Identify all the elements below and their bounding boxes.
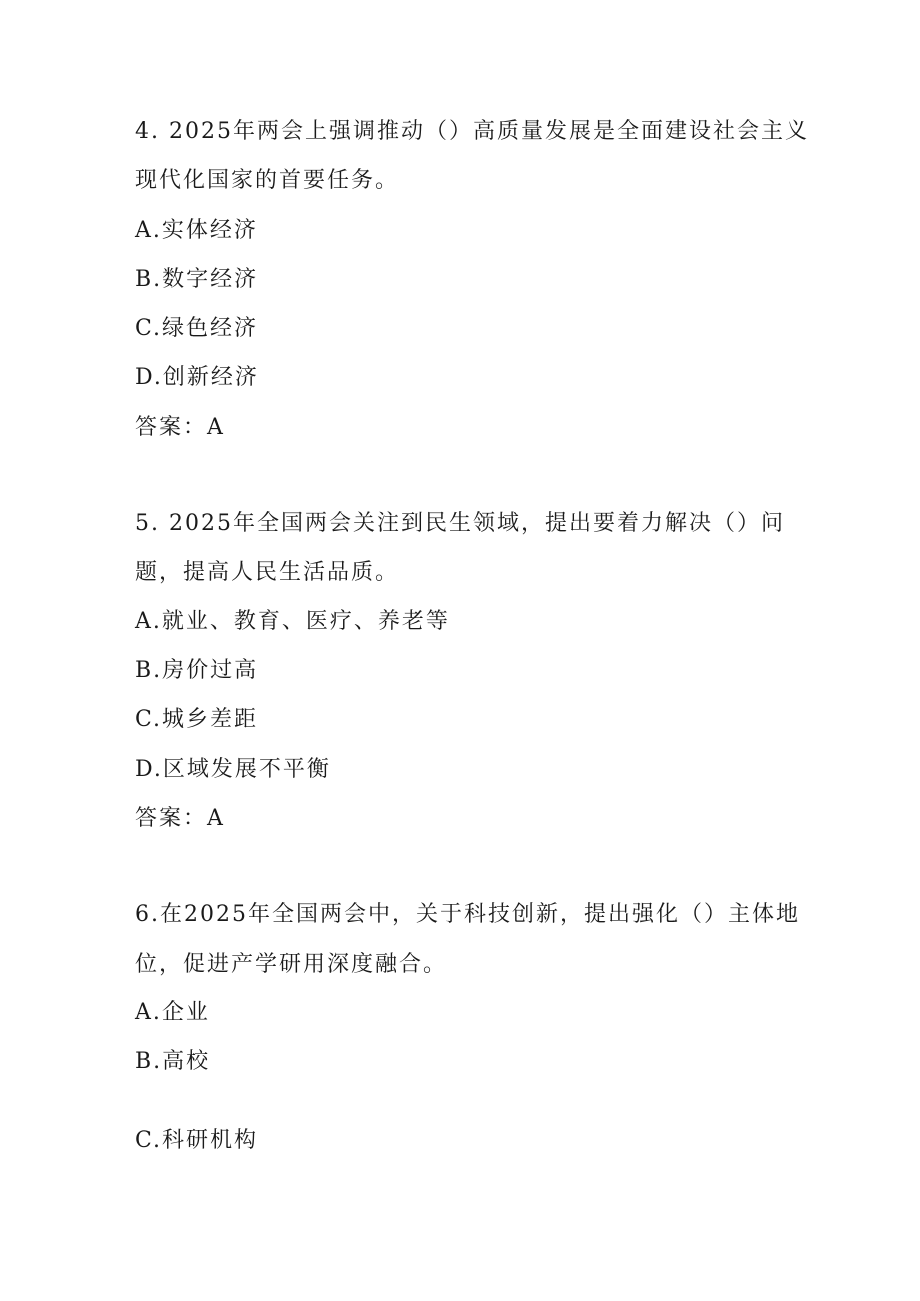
option-d: D.区域发展不平衡 <box>135 757 331 782</box>
option-b: B.数字经济 <box>135 267 259 292</box>
option-d: D.创新经济 <box>135 365 259 390</box>
answer: 答案：A <box>135 806 225 831</box>
question-stem-line1: 6.在2025年全国两会中，关于科技创新，提出强化（）主体地 <box>135 902 800 927</box>
option-a: A.企业 <box>135 1000 210 1025</box>
question-stem-line1: 5. 2025年全国两会关注到民生领域，提出要着力解决（）问 <box>135 511 785 536</box>
option-a: A.实体经济 <box>135 218 258 243</box>
option-c: C.城乡差距 <box>135 707 259 732</box>
option-a: A.就业、教育、医疗、养老等 <box>135 609 450 634</box>
option-b: B.房价过高 <box>135 658 259 683</box>
option-b: B.高校 <box>135 1049 211 1074</box>
question-stem-line2: 位，促进产学研用深度融合。 <box>135 952 448 977</box>
answer: 答案：A <box>135 415 225 440</box>
question-stem-line2: 现代化国家的首要任务。 <box>135 168 400 193</box>
option-c: C.科研机构 <box>135 1128 259 1153</box>
question-stem-line1: 4. 2025年两会上强调推动（）高质量发展是全面建设社会主义 <box>135 119 809 144</box>
question-stem-line2: 题，提高人民生活品质。 <box>135 560 400 585</box>
option-c: C.绿色经济 <box>135 316 259 341</box>
